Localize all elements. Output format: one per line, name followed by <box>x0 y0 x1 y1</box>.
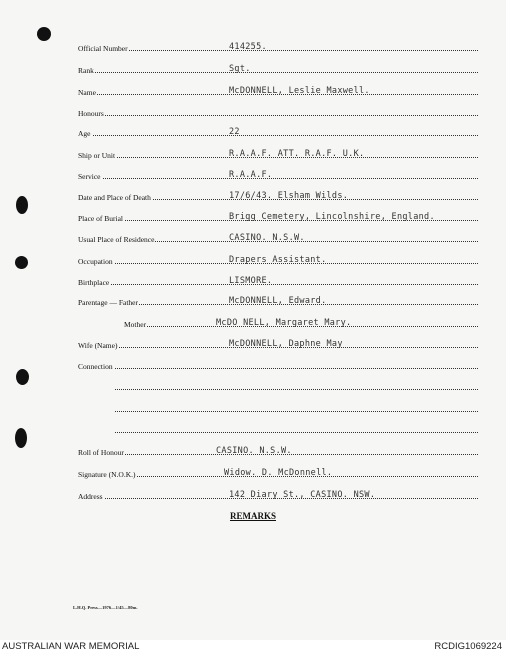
dotted-line <box>78 135 478 136</box>
field-official-number <box>78 40 478 54</box>
field-label: Name <box>78 88 96 97</box>
remarks-heading: REMARKS <box>229 511 276 521</box>
field-roll-of-honour <box>78 444 478 458</box>
field-value: LISMORE. <box>229 276 273 286</box>
field-ship-or-unit <box>78 147 478 161</box>
field-value: Drapers Assistant. <box>229 255 327 265</box>
field-value: 142 Diary St., CASINO. NSW. <box>229 490 376 500</box>
field-value: McDONNELL, Edward. <box>229 296 327 306</box>
field-birthplace <box>78 274 478 288</box>
dotted-line <box>78 178 478 179</box>
field-label: Service <box>78 172 101 181</box>
field-label: Wife (Name) <box>78 341 118 350</box>
field-service <box>78 168 478 182</box>
field-value: CASINO. N.S.W. <box>216 446 292 456</box>
field-place-of-burial <box>78 210 478 224</box>
field-value: McDONNELL, Leslie Maxwell. <box>229 86 370 96</box>
field-rank <box>78 62 478 76</box>
punch-hole-3 <box>15 256 28 269</box>
field-date-place-of-death <box>78 189 478 203</box>
print-code: L.H.Q. Press—1976—1/45—80m. <box>73 605 138 610</box>
field-honours <box>78 105 478 119</box>
field-label: Roll of Honour <box>78 448 124 457</box>
connection-line <box>115 389 478 390</box>
field-label: Mother <box>124 320 147 329</box>
field-label: Signature (N.O.K.) <box>78 470 136 479</box>
field-label: Ship or Unit <box>78 151 116 160</box>
field-value: Widow. D. McDonnell. <box>224 468 333 478</box>
field-label: Birthplace <box>78 278 110 287</box>
field-value: CASINO. N.S.W. <box>229 233 305 243</box>
field-label: Parentage — Father <box>78 298 138 307</box>
field-label: Rank <box>78 66 94 75</box>
field-connection <box>78 358 478 372</box>
field-label: Occupation <box>78 257 113 266</box>
field-usual-residence <box>78 231 478 245</box>
field-signature-nok <box>78 466 478 480</box>
field-wife-name <box>78 337 478 351</box>
punch-hole-4 <box>16 369 29 385</box>
field-value: McDO NELL, Margaret Mary. <box>216 318 352 328</box>
dotted-line <box>78 115 478 116</box>
field-label: Official Number <box>78 44 128 53</box>
field-label: Date and Place of Death <box>78 193 151 202</box>
field-label: Address <box>78 492 103 501</box>
punch-hole-5 <box>15 428 27 448</box>
footer-bar <box>0 640 506 654</box>
punch-hole-2 <box>16 196 28 214</box>
dotted-line <box>78 368 478 369</box>
field-value: R.A.A.F. <box>229 170 273 180</box>
field-value: Sgt. <box>229 64 251 74</box>
field-label: Honours <box>78 109 104 118</box>
field-value: Brigg Cemetery, Lincolnshire, England. <box>229 212 435 222</box>
field-label: Place of Burial <box>78 214 123 223</box>
footer-record-id: RCDIG1069224 <box>434 641 502 652</box>
connection-line <box>115 411 478 412</box>
field-occupation <box>78 253 478 267</box>
field-value: 22 <box>229 127 240 137</box>
field-label: Age <box>78 129 91 138</box>
dotted-line <box>78 50 478 51</box>
field-value: 17/6/43. Elsham Wilds. <box>229 191 349 201</box>
field-parentage-father <box>78 294 478 308</box>
field-label: Usual Place of Residence <box>78 235 155 244</box>
dotted-line <box>78 284 478 285</box>
field-value: R.A.A.F. ATT. R.A.F. U.K. <box>229 149 365 159</box>
dotted-line <box>78 72 478 73</box>
field-value: McDONNELL, Daphne May <box>229 339 343 349</box>
field-age <box>78 125 478 139</box>
footer-source: AUSTRALIAN WAR MEMORIAL <box>2 641 140 652</box>
punch-hole-1 <box>37 27 51 41</box>
connection-line <box>115 432 478 433</box>
field-name <box>78 84 478 98</box>
field-label: Connection <box>78 362 113 371</box>
field-value: 414255. <box>229 42 267 52</box>
field-address <box>78 488 478 502</box>
field-parentage-mother <box>78 316 478 330</box>
